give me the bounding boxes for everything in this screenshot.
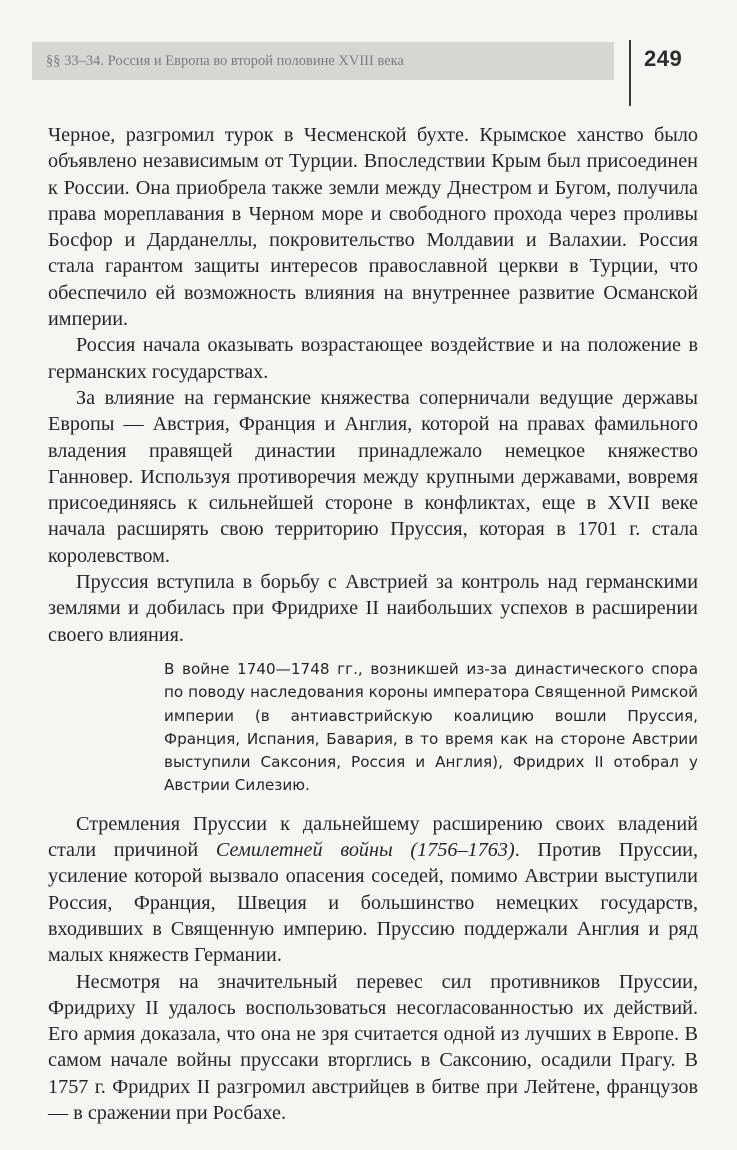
page-number: 249	[644, 46, 683, 71]
running-head: §§ 33–34. Россия и Европа во второй половине XVIII века	[46, 53, 404, 69]
seven-years-war-text: . Против Пруссии, усиление которой вызвало опасения соседей, помимо Австрии выступили Россия, Франция, Швеция и большинство немецких государств, входивших в Священную империю. Пруссию поддержали Англия и ряд малых княжеств Германии.	[48, 839, 698, 967]
seven-years-war-term: Семилетней войны (1756–1763)	[215, 839, 515, 862]
paragraph-prussia-rise: За влияние на германские княжества соперничали ведущие державы Европы — Австрия, Франция и Англия, которой на правах фамильного владения правящей династии принадлежало немецкое княжество Ганновер. Используя противоречия между крупными державами, вовремя присоединяясь к сильнейшей стороне в конфликтах, еще в XVII веке начала расширять свою территорию Пруссия, которая в 1701 г. стала королевством.	[48, 386, 698, 567]
paragraph-frederick-campaign: Несмотря на значительный перевес сил противников Пруссии, Фридриху II удалось воспользоваться несогласованностью их действий. Его армия доказала, что она не зря считается одной из лучших в Европе. В самом начале войны пруссаки вторглись в Саксонию, осадили Прагу. В 1757 г. Фридрих II разгромил австрийцев в битве при Лейтене, французов — в сражении при Росбахе.	[48, 970, 698, 1124]
paragraph-seven-years-war	[48, 811, 698, 969]
paragraph-german-states: Россия начала оказывать возрастающее воздействие и на положение в германских государствах.	[48, 334, 698, 383]
seven-years-war-intro: Стремления Пруссии к дальнейшему расширению своих владений стали причиной	[48, 812, 698, 862]
page-body	[48, 122, 698, 1126]
header-divider	[629, 40, 631, 106]
sidebox-austrian-succession: В войне 1740—1748 гг., возникшей из-за династического спора по поводу наследования короны императора Священной Римской империи (в антиавстрийскую коалицию вошли Пруссия, Франция, Испания, Бавария, в то время как на стороне Австрии выступили Саксония, Россия и Англия), Фридрих II отобрал у Австрии Силезию.	[164, 659, 698, 795]
paragraph-crimea: Черное, разгромил турок в Чесменской бухте. Крымское ханство было объявлено независимым от Турции. Впоследствии Крым был присоединен к России. Она приобрела также земли между Днестром и Бугом, получила права мореплавания в Черном море и свободного прохода через проливы Босфор и Дарданеллы, покровительство Молдавии и Валахии. Россия стала гарантом защиты интересов православной церкви в Турции, что обеспечило ей возможность влияния на внутреннее развитие Османской империи.	[48, 124, 698, 331]
header-bar	[32, 42, 614, 80]
page-header	[32, 40, 704, 86]
paragraph-prussia-austria: Пруссия вступила в борьбу с Австрией за контроль над германскими землями и добилась при Фридрихе II наибольших успехов в расширении своего влияния.	[48, 571, 698, 646]
